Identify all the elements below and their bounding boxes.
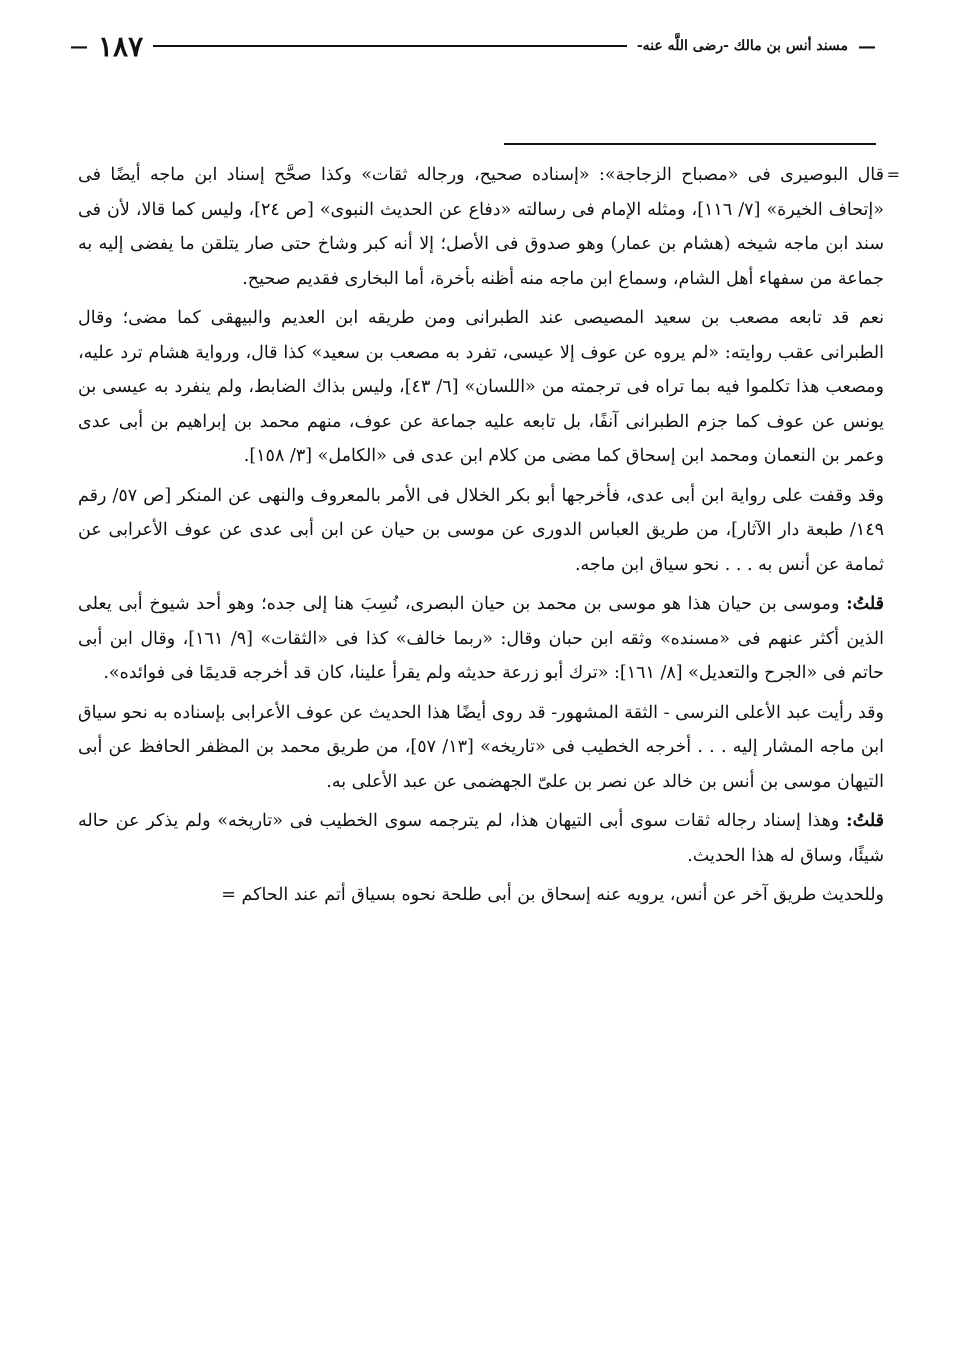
footnote-separator [504, 143, 876, 145]
footnote-paragraph-7-text: وللحديث طريق آخر عن أنس، يرويه عنه إسحاق بن أبى طلحة نحوه بسياق أتم عند الحاكم = [221, 885, 884, 905]
footnote-paragraph-5-text: وقد رأيت عبد الأعلى النرسى - الثقة المشهور- قد روى أيضًا هذا الحديث عن عوف الأعرابى بإسناده به نحو سياق ابن ماجه المشار إليه . . . أخرجه الخطيب فى «تاريخه» [١٣/ ٥٧]، من طريق محمد بن المظفر الحافظ عن أبى التيهان موسى بن أنس بن خالد عن نصر بن علىّ الجهضمى عن عبد الأعلى به. [78, 702, 884, 792]
running-header [70, 26, 876, 66]
footnotes-section [78, 158, 900, 918]
footnote-paragraph-2 [78, 301, 884, 474]
header-tail-dash: — [70, 35, 88, 57]
footnote-paragraph-4-text: وموسى بن حيان هذا هو موسى بن محمد بن حيان البصرى، نُسِبَ هنا إلى جده؛ وهو أحد شيوخ أبى يعلى الذين أكثر عنهم فى «مسنده» وثقه ابن حبان وقال: «ربما خالف» كذا فى «الثقات» [٩/ ١٦١]، وقال ابن أبى حاتم فى «الجرح والتعديل» [٨/ ١٦١]: «ترك أبو زرعة حديثه ولم يقرأ علينا، كان قد أخرجه قديمًا فى فوائده». [78, 594, 884, 683]
qultu-label: قلتُ: [846, 811, 884, 831]
footnote-paragraph-7 [78, 878, 884, 913]
footnote-paragraph-3-text: وقد وقفت على رواية ابن أبى عدى، فأخرجها أبو بكر الخلال فى الأمر بالمعروف والنهى عن المنكر [ص ٥٧/ رقم ١٤٩/ طبعة دار الآثار]، من طريق العباس الدورى عن موسى بن حيان عن ابن أبى عدى عن عوف الأعرابى عن ثمامة عن أنس به . . . نحو سياق ابن ماجه. [78, 485, 885, 575]
footnote-paragraph-1 [78, 158, 900, 296]
footnote-paragraph-6 [78, 804, 884, 873]
footnote-paragraph-4 [78, 587, 884, 691]
footnote-paragraph-5 [78, 696, 884, 800]
footnote-paragraph-3 [78, 479, 884, 583]
header-rule [153, 45, 627, 47]
continuation-mark: = [886, 165, 900, 184]
footnote-paragraph-6-text: وهذا إسناد رجاله ثقات سوى أبى التيهان هذا، لم يترجمه سوى الخطيب فى «تاريخه» ولم يذكر عن حاله شيئًا، وساق له هذا الحديث. [78, 811, 884, 866]
footnote-paragraph-2-text: نعم قد تابعه مصعب بن سعيد المصيصى عند الطبرانى ومن طريقه ابن العديم والبيهقى كما مضى؛ وقال الطبرانى عقب روايته: «لم يروه عن عوف إلا عيسى، تفرد به مصعب بن سعيد» كذا قال، ورواية هشام ترد عليه، ومصعب هذا تكلموا فيه بما تراه فى ترجمته من «اللسان» [٦/ ٤٣]، وليس بذاك الضابط، ولم ينفرد به عيسى بن يونس عن عوف كما جزم الطبرانى آنفًا، بل تابعه عليه جماعة عن عوف، منهم محمد بن إبراهيم بن أبى عدى وعمر بن النعمان ومحمد ابن إسحاق كما مضى من كلام ابن عدى فى «الكامل» [٣/ ١٥٨]. [78, 308, 884, 466]
footnote-paragraph-1-text: قال البوصيرى فى «مصباح الزجاجة»: «إسناده صحيح، ورجاله ثقات» وكذا صحَّح إسناد ابن ماجه أيضًا فى «إتحاف الخيرة» [٧/ ١١٦]، ومثله الإمام فى رسالته «دفاع عن الحديث النبوى» [ص ٢٤]، وليس كما قالا، لأن فى سند ابن ماجه شيخه (هشام بن عمار) وهو صدوق فى الأصل؛ إلا أنه كبر وشاخ حتى صار يتلقن ما يفضى إليه به جماعة من سفهاء أهل الشام، وسماع ابن ماجه منه أظنه بأخرة، أما البخارى فقديم صحيح. [78, 165, 884, 289]
page-number: ١٨٧ [98, 29, 144, 63]
header-lead-dash: — [858, 35, 876, 57]
running-title: مسند أنس بن مالك -رضى اللَّه عنه- [636, 38, 848, 54]
qultu-label: قلتُ: [846, 594, 884, 614]
